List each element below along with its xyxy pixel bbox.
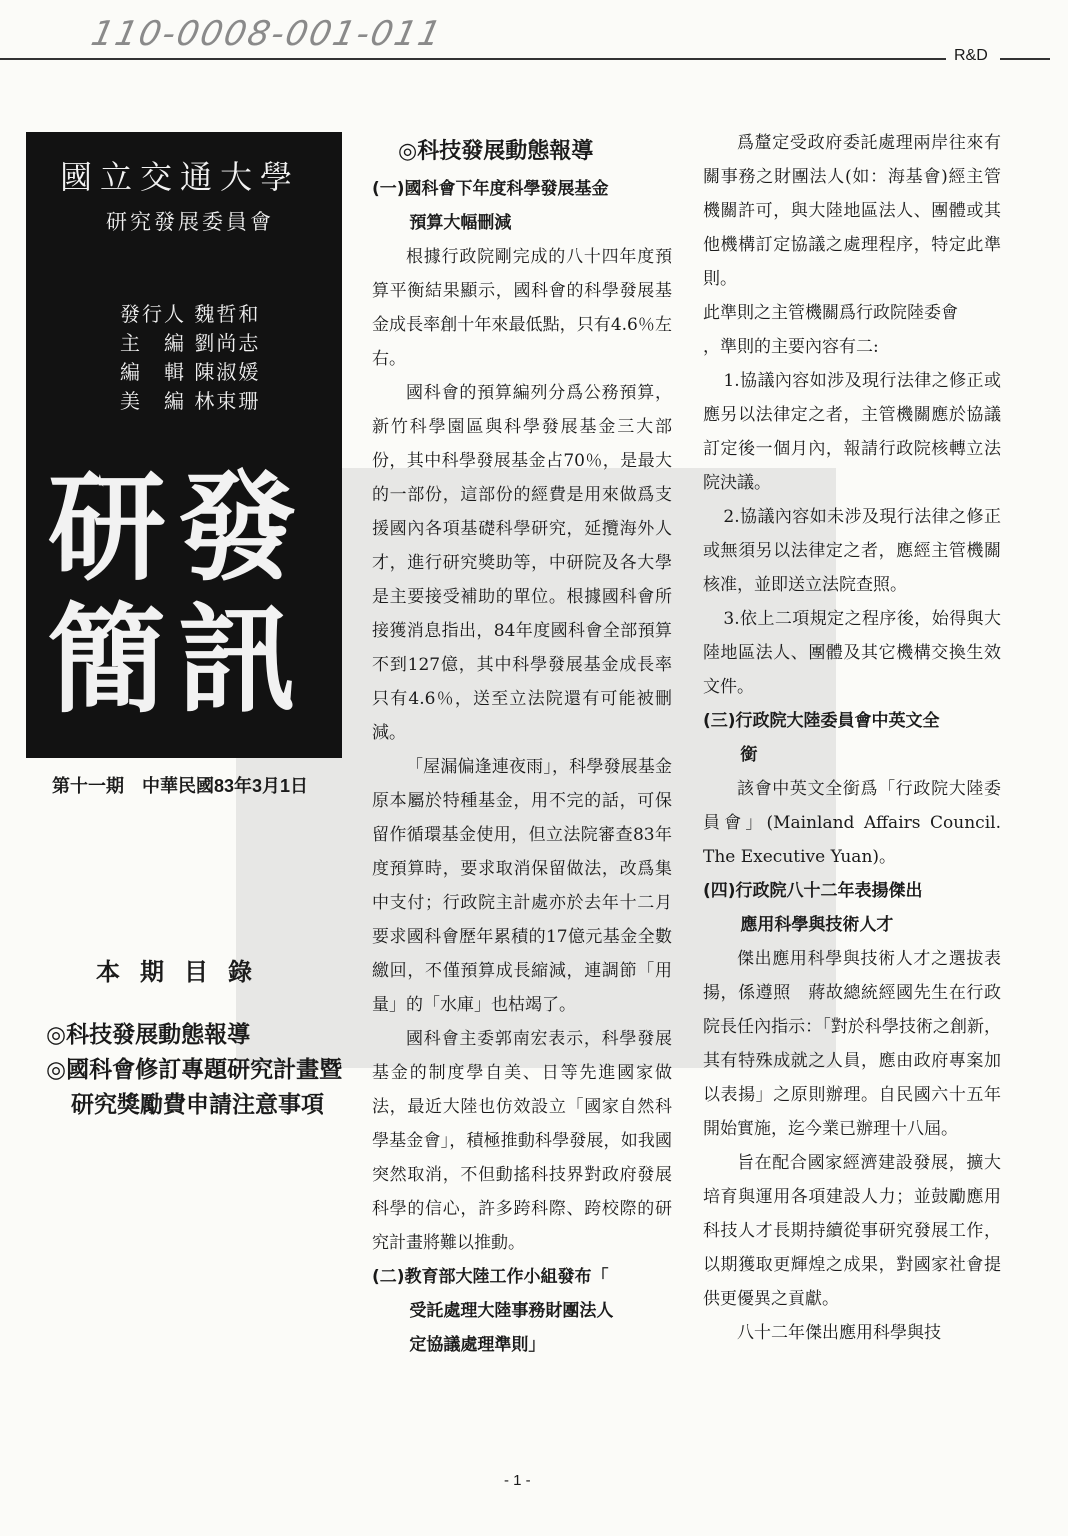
article-heading: (一)國科會下年度科學發展基金 (372, 179, 609, 199)
paragraph: 八十二年傑出應用科學與技 (737, 1323, 941, 1343)
toc-item: ◎科技發展動態報導 (46, 1022, 251, 1048)
department-name: 研究發展委員會 (106, 210, 274, 234)
header-tag: R&D (954, 47, 988, 64)
staff-editor: 編 輯 陳淑媛 (120, 360, 261, 384)
staff-publisher: 發行人 魏哲和 (120, 302, 261, 326)
article-heading-cont: 銜 (740, 745, 758, 765)
toc-item: ◎國科會修訂專題研究計畫暨研究獎勵費申請注意事項 (46, 1057, 343, 1118)
university-name: 國立交通大學 (60, 158, 301, 196)
staff-list (120, 300, 260, 416)
table-of-contents (46, 1018, 356, 1123)
paragraph: 根據行政院剛完成的八十四年度預算平衡結果顯示，國科會的科學發展基金成長率創十年來最低點，只有4.6％左右。 (372, 247, 672, 369)
issue-line: 第十一期 中華民國83年3月1日 (52, 776, 309, 796)
paragraph: ，準則的主要內容有二: (703, 337, 879, 357)
numbered-item: 1.協議內容如涉及現行法律之修正或應另以法律定之者，主管機關應於協議訂定後一個月內，報請行政院核轉立法院決議。 (703, 371, 1001, 493)
article-heading-cont: 受託處理大陸事務財團法人 (409, 1301, 614, 1321)
paragraph: 國科會主委郭南宏表示，科學發展基金的制度學自美、日等先進國家做法，最近大陸也仿效設立「國家自然科學基金會」，積極推動科學發展，如我國突然取消，不但動搖科技界對政府發展科學的信心，許多跨科際、跨校際的研究計畫將難以推動。 (372, 1029, 672, 1253)
paragraph: 傑出應用科學與技術人才之選拔表揚，係遵照 蔣故總統經國先生在行政院長任內指示：「對於科學技術之創新，其有特殊成就之人員，應由政府專案加以表揚」之原則辦理。自民國六十五年開始實施，迄今業已辦理十八屆。 (703, 949, 1001, 1139)
numbered-item: 2.協議內容如未涉及現行法律之修正或無須另以法律定之者，應經主管機關核准，並即送立法院查照。 (703, 507, 1001, 595)
paragraph: 該會中英文全銜爲「行政院大陸委員會」(Mainland Affairs Council. The Executive Yuan)。 (703, 779, 1001, 867)
paragraph: 旨在配合國家經濟建設發展，擴大培育與運用各項建設人力；並鼓勵應用科技人才長期持續從事研究發展工作，以期獲取更輝煌之成果，對國家社會提供更優異之貢獻。 (703, 1153, 1001, 1309)
article-column-middle (372, 132, 672, 1362)
paragraph: 「屋漏偏逢連夜雨」，科學發展基金原本屬於特種基金，用不完的話，可保留作循環基金使用，但立法院審查83年度預算時，要求取消保留做法，改爲集中支付；行政院主計處亦於去年十二月要求國科會歷年累積的17億元基金全數繳回，不僅預算成長縮減，連調節「用量」的「水庫」也枯竭了。 (372, 757, 672, 1015)
paragraph: 國科會的預算編列分爲公務預算，新竹科學園區與科學發展基金三大部份，其中科學發展基金占70％，是最大的一部份，這部份的經費是用來做爲支援國內各項基礎科學研究，延攬海外人才，進行研究獎助等，中研院及各大學是主要接受補助的單位。根據國科會所接獲消息指出，84年度國科會全部預算不到127億，其中科學發展基金成長率只有4.6％，送至立法院還有可能被刪減。 (372, 383, 672, 743)
newsletter-title-line1: 研發 (48, 459, 309, 597)
paragraph: 爲釐定受政府委託處理兩岸往來有關事務之財團法人(如：海基會)經主管機關許可，與大陸地區法人、團體或其他機構訂定協議之處理程序，特定此準則。 (703, 133, 1001, 289)
article-heading: (三)行政院大陸委員會中英文全 (703, 711, 940, 731)
masthead (26, 132, 342, 758)
newsletter-title-line2: 簡訊 (48, 591, 309, 729)
article-heading: (四)行政院八十二年表揚傑出 (703, 881, 923, 901)
numbered-item: 3.依上二項規定之程序後，始得與大陸地區法人、團體及其它機構交換生效文件。 (703, 609, 1001, 697)
article-heading-cont: 定協議處理準則」 (409, 1335, 546, 1355)
handwritten-archive-number: 110-0008-001-011 (87, 14, 447, 54)
section-title: ◎科技發展動態報導 (398, 139, 594, 164)
page-number: - 1 - (504, 1472, 531, 1489)
article-heading-cont: 預算大幅刪減 (409, 213, 512, 233)
header-rule (0, 58, 946, 60)
staff-chief-editor: 主 編 劉尚志 (120, 331, 261, 355)
article-column-right (703, 126, 1001, 1350)
header-rule-right (1000, 58, 1050, 60)
staff-art-editor: 美 編 林束珊 (120, 389, 261, 413)
paragraph: 此準則之主管機關爲行政院陸委會 (703, 303, 958, 323)
article-heading-cont: 應用科學與技術人才 (740, 915, 894, 935)
article-heading: (二)教育部大陸工作小組發布「 (372, 1267, 609, 1287)
toc-heading: 本期目錄 (96, 957, 272, 986)
newsletter-title (48, 459, 338, 729)
